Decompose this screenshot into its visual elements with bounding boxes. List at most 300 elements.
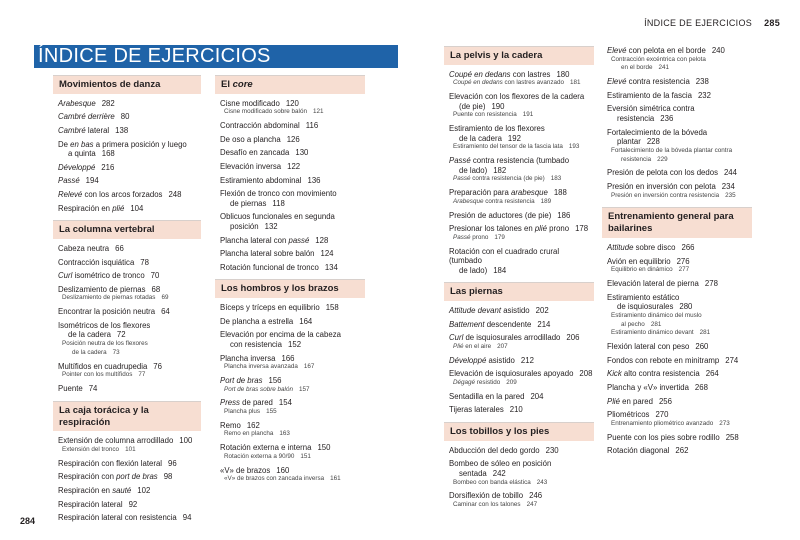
entry-title-part: Puente (58, 384, 83, 394)
entry-page-number: 104 (130, 203, 144, 213)
entry-variation (220, 430, 365, 439)
entry-title-part: Dorsiflexión de tobillo (449, 491, 524, 501)
index-section (215, 75, 365, 272)
entry-page-number: 134 (324, 262, 338, 272)
entry-title (220, 121, 300, 130)
entry-title (58, 459, 162, 468)
entry-title (58, 126, 109, 135)
entry-title (607, 128, 707, 137)
entry-page-number: 186 (557, 210, 571, 220)
entry-page-number: 92 (128, 499, 138, 509)
entry-title-part: Elevación lateral de pierna (607, 279, 699, 289)
entry-title-part: Port de bras (220, 376, 263, 386)
entry-title (607, 257, 671, 266)
entry-title (607, 182, 716, 191)
index-column-4 (602, 46, 752, 460)
entry-title-continued: resistencia 236 (617, 113, 674, 123)
entry-title-part: Tijeras laterales (449, 405, 504, 415)
entry-title-part: Respiración lateral (58, 499, 123, 509)
entry-page-number: 214 (537, 319, 551, 329)
entry-title (607, 433, 720, 442)
index-section (53, 401, 201, 523)
entry-page-number: 282 (101, 98, 115, 108)
entry-title-part: Puente con los pies sobre rodillo (607, 432, 720, 442)
entry-variation-text: Bombeo con banda elástica (453, 478, 531, 486)
entry-page-number: 248 (168, 190, 182, 200)
entry-page-number: 150 (317, 443, 331, 453)
entry-title-continued: (de pie) 190 (459, 101, 505, 111)
index-entry (444, 247, 594, 276)
entry-variation (449, 234, 594, 243)
index-entry (602, 446, 752, 456)
entry-title-continued: de piernas 118 (230, 198, 285, 208)
entry-title-part: Respiración con flexión lateral (58, 458, 163, 468)
entry-title-part: alto contra resistencia (621, 369, 700, 379)
entry-page-number: 276 (676, 256, 690, 266)
entry-title-part: Plié (607, 396, 621, 406)
entry-title-part: Plancha y «V» invertida (607, 383, 689, 393)
entry-title-part: Elevé (607, 46, 627, 55)
entry-variation-page: 229 (657, 155, 668, 163)
entry-variation-text: Arabesque (453, 197, 484, 205)
entry-title-part: con pelota en el borde (626, 46, 706, 55)
entry-title (607, 397, 653, 406)
entry-title (449, 356, 515, 365)
entry-page-number: 246 (529, 491, 543, 501)
entry-title (607, 104, 695, 113)
index-entry (602, 342, 752, 352)
entry-title (220, 398, 273, 407)
entry-title (607, 383, 689, 392)
entry-page-number: 188 (553, 188, 567, 198)
entry-page-number: 98 (163, 472, 173, 482)
entry-title-part: Extensión de columna arrodillado (58, 436, 174, 446)
index-entry (444, 188, 594, 206)
entry-variation-text: prono (470, 233, 489, 241)
entry-variation-page: 207 (497, 343, 508, 351)
index-entry (215, 212, 365, 231)
entry-page-number: 156 (268, 376, 282, 386)
entry-title-part: sauté (112, 485, 132, 495)
entry-title (220, 99, 280, 108)
entry-title (449, 333, 560, 342)
entry-page-number: 202 (535, 306, 549, 316)
entry-title-part: Rotación con el cuadrado crural (tumbado (449, 246, 560, 266)
entry-variation-text: Remo en plancha (224, 430, 274, 438)
entry-page-number: 80 (120, 112, 130, 122)
entry-title (220, 249, 315, 258)
entry-page-number: 194 (85, 176, 99, 186)
index-entry (444, 446, 594, 456)
index-entry (444, 369, 594, 387)
entry-page-number: 166 (281, 353, 295, 363)
entry-title-part: Passé (449, 156, 471, 166)
entry-page-number: 152 (288, 340, 302, 350)
entry-title-part: Eversión simétrica contra (607, 104, 695, 114)
entry-title-continued: con resistencia 152 (230, 340, 302, 350)
entry-title-part: Preparación para (449, 188, 511, 198)
index-entry (444, 320, 594, 330)
index-entry (444, 306, 594, 316)
page-number-left: 284 (20, 516, 36, 526)
entry-page-number: 260 (695, 342, 709, 352)
index-entry (53, 500, 201, 510)
entry-variation-page: 167 (303, 363, 315, 371)
entry-title-part: isométrico de tronco (72, 271, 145, 281)
entry-page-number: 64 (161, 307, 170, 317)
entry-title-part: Arabesque (58, 98, 96, 108)
entry-page-number: 132 (264, 222, 278, 232)
index-entry (444, 405, 594, 415)
entry-title (58, 271, 145, 280)
entry-title (58, 384, 83, 393)
entry-title (449, 211, 551, 220)
entry-title (449, 405, 504, 414)
entry-title-part: Attitude devant (449, 306, 502, 316)
index-entry (215, 263, 365, 273)
entry-page-number: 72 (116, 330, 126, 340)
entry-title-continued: a quinta 168 (68, 149, 115, 159)
entry-title-part: Press (220, 398, 240, 408)
entry-title-part: Cambré derrière (58, 112, 115, 122)
entry-title (220, 421, 241, 430)
entry-title (220, 330, 341, 339)
index-section (215, 279, 365, 484)
index-entry (602, 182, 752, 200)
entry-title-part: Plancha lateral sobre balón (220, 249, 315, 259)
entry-title-continued: posición 132 (230, 222, 278, 232)
entry-title-part: Pliométricos (607, 410, 650, 420)
section-heading: La caja torácica y la respiración (53, 401, 201, 432)
index-section (53, 75, 201, 213)
entry-variation-text: Coupé en dedans (453, 79, 503, 87)
entry-title-part: Elevación inversa (220, 162, 282, 172)
entry-title-continued: de lado) 184 (459, 265, 507, 275)
entry-title-part: Kick (607, 369, 622, 379)
entry-title-part: Estiramiento de la fascia (607, 90, 692, 100)
entry-variation-page: 277 (678, 266, 690, 274)
index-entry (602, 369, 752, 379)
entry-title (449, 491, 523, 500)
entry-variation-page: 151 (300, 452, 311, 460)
entry-title (449, 306, 530, 315)
entry-title-part: Plancha inversa (220, 353, 276, 363)
entry-title-part: De (58, 139, 71, 149)
entry-variation (220, 408, 365, 417)
entry-variation-text: contra resistencia (de pie) (470, 175, 545, 183)
index-entry (215, 189, 365, 208)
entry-variation-page: 101 (125, 445, 136, 453)
entry-title-part: Fortalecimiento de la bóveda (607, 127, 708, 137)
entry-title-part: Bíceps y tríceps en equilibrio (220, 303, 320, 313)
entry-variation-text: Posición neutra de los flexores (62, 340, 148, 348)
index-entry (215, 249, 365, 259)
index-entry (53, 472, 201, 482)
entry-title-part: Curl (449, 333, 464, 343)
entry-page-number: 264 (705, 369, 719, 379)
entry-title-part: Elevé (607, 77, 627, 87)
section-heading: La pelvis y la cadera (444, 46, 594, 65)
index-entry (215, 398, 365, 416)
section-heading-text: core (232, 79, 253, 90)
entry-variation-text: contra resistencia (483, 197, 535, 205)
entry-title-part: Presionar los talones en (449, 224, 535, 234)
index-entry (53, 307, 201, 317)
entry-variation-page: 247 (526, 501, 538, 509)
entry-page-number: 120 (285, 98, 299, 108)
page-title: ÍNDICE DE EJERCICIOS (34, 45, 398, 68)
section-heading: Las piernas (444, 282, 594, 301)
entry-variation-page: 77 (138, 371, 146, 379)
entry-page-number: 124 (320, 249, 334, 259)
entry-title-part: Cisne modificado (220, 98, 280, 108)
entry-title (449, 369, 573, 378)
entry-variation-text: Contracción excéntrica con pelota (611, 55, 706, 63)
entry-title-part: Estiramiento estático (607, 292, 680, 302)
index-entry (444, 211, 594, 221)
entry-page-number: 168 (101, 149, 115, 159)
entry-title-part: Deslizamiento de piernas (58, 284, 146, 294)
entry-page-number: 274 (725, 355, 739, 365)
entry-title-part: contra resistencia (tumbado (470, 156, 570, 166)
entry-page-number: 204 (530, 391, 544, 401)
entry-title-part: descendente (484, 319, 532, 329)
entry-title (449, 392, 524, 401)
entry-title (58, 112, 115, 121)
entry-variation (220, 363, 365, 372)
entry-variation (220, 453, 365, 462)
entry-page-number: 230 (545, 445, 559, 455)
index-section (53, 220, 201, 393)
entry-variation-page: 179 (494, 233, 505, 241)
index-entry (444, 392, 594, 402)
entry-title (607, 243, 676, 252)
entry-title (58, 436, 173, 445)
index-entry (215, 317, 365, 327)
index-entry (215, 376, 365, 394)
entry-title (58, 500, 123, 509)
entry-title (58, 513, 177, 522)
section-heading: Los hombros y los brazos (215, 279, 365, 298)
entry-page-number: 258 (725, 432, 739, 442)
entry-title (607, 77, 690, 86)
index-entry (215, 421, 365, 439)
section-heading: Los tobillos y los pies (444, 422, 594, 441)
entry-variation-text: Port de bras sobre balón (224, 385, 293, 393)
entry-title (220, 162, 281, 171)
entry-title (607, 168, 718, 177)
entry-title-part: Coupé en dedans (449, 69, 511, 79)
index-entry (444, 459, 594, 487)
entry-title (449, 247, 559, 266)
entry-title-part: con lastres (510, 69, 551, 79)
entry-page-number: 234 (721, 181, 735, 191)
entry-page-number: 184 (493, 265, 507, 275)
entry-page-number: 78 (140, 257, 149, 267)
entry-variation-text: Dégagé (453, 379, 476, 387)
index-entry (602, 77, 752, 87)
entry-variation-page: 243 (536, 478, 548, 486)
entry-title (220, 176, 301, 185)
running-header (644, 18, 780, 28)
index-entry (53, 258, 201, 268)
entry-variation-text: Entrenamiento pliométrico avanzado (611, 419, 714, 427)
section-heading-text: El (221, 79, 233, 90)
entry-page-number: 68 (151, 284, 161, 294)
index-entry (53, 459, 201, 469)
entry-variation-page: 163 (279, 430, 290, 438)
entry-title-part: Rotación funcional de tronco (220, 262, 319, 272)
entry-page-number: 240 (711, 46, 725, 55)
entry-title-part: Desafío en zancada (220, 148, 290, 158)
entry-title-part: en pared (620, 396, 653, 406)
entry-title-part: Estiramiento abdominal (220, 175, 302, 185)
entry-title (58, 140, 187, 149)
entry-page-number: 130 (295, 148, 309, 158)
entry-title (449, 459, 551, 468)
entry-page-number: 208 (579, 369, 593, 379)
index-entry (53, 163, 201, 173)
entry-page-number: 136 (307, 175, 321, 185)
entry-title-part: Cambré (58, 126, 86, 136)
entry-title (607, 342, 689, 351)
entry-page-number: 116 (305, 121, 319, 131)
index-entry (602, 293, 752, 339)
entry-page-number: 216 (101, 162, 115, 172)
index-section (444, 282, 594, 415)
entry-title (607, 356, 719, 365)
entry-page-number: 178 (575, 224, 589, 234)
entry-variation (58, 294, 201, 303)
entry-variation-text: Puente con resistencia (453, 111, 517, 119)
entry-variation-page: 281 (650, 320, 662, 328)
entry-title (449, 446, 540, 455)
entry-variation-text: en el aire (463, 343, 492, 351)
index-entry (444, 356, 594, 366)
entry-title (607, 293, 679, 302)
entry-title-part: Contracción isquiática (58, 257, 135, 267)
entry-title-part: plié (112, 203, 125, 213)
entry-page-number: 270 (655, 410, 669, 420)
entry-title (220, 148, 289, 157)
entry-page-number: 266 (681, 243, 695, 253)
entry-variation-text: Estiramiento dinámico devant (611, 329, 694, 337)
entry-title (449, 70, 550, 79)
entry-page-number: 94 (182, 513, 192, 523)
entry-title-part: de isquiosurales arrodillado (463, 333, 561, 343)
entry-variation-text: «V» de brazos con zancada inversa (224, 475, 325, 483)
entry-title (220, 376, 262, 385)
entry-variation-text: Equilibrio en dinámico (611, 266, 673, 274)
entry-page-number: 206 (566, 333, 580, 343)
entry-page-number: 118 (272, 198, 285, 208)
entry-title (58, 486, 131, 495)
entry-variation (449, 143, 594, 152)
entry-variation-text: Presión en inversión contra resistencia (611, 191, 720, 199)
entry-page-number: 128 (315, 235, 329, 245)
index-entry (53, 244, 201, 254)
entry-variation (607, 312, 752, 330)
entry-title-part: Bombeo de sóleo en posición (449, 459, 552, 469)
entry-title-part: passé (288, 235, 310, 245)
entry-title-part: Avión en equilibrio (607, 256, 671, 266)
entry-page-number: 278 (704, 279, 718, 289)
entry-variation-continued: al pecho 281 (621, 320, 662, 328)
index-entry (444, 124, 594, 152)
index-section (444, 46, 594, 275)
index-entry (602, 104, 752, 123)
index-entry (602, 356, 752, 366)
index-section (602, 46, 752, 200)
entry-title (58, 176, 80, 185)
entry-variation (449, 198, 594, 207)
index-entry (602, 383, 752, 393)
entry-variation-text: Extensión del tronco (62, 445, 120, 453)
entry-variation (607, 192, 752, 201)
entry-title-continued: de la cadera 192 (459, 133, 521, 143)
entry-title-part: Flexión de tronco con movimiento (220, 189, 337, 199)
entry-variation-text: Estiramiento dinámico del muslo (611, 311, 702, 319)
entry-title (449, 320, 531, 329)
entry-page-number: 164 (299, 316, 313, 326)
index-entry (444, 92, 594, 120)
entry-variation (449, 111, 594, 120)
entry-variation-text: Caminar con los talones (453, 501, 521, 509)
entry-title-part: Isométricos de los flexores (58, 320, 151, 330)
entry-title-part: De oso a plancha (220, 134, 281, 144)
index-entry (444, 224, 594, 242)
entry-variation-page: 73 (112, 348, 120, 356)
entry-page-number: 76 (153, 361, 162, 371)
entry-page-number: 232 (697, 90, 711, 100)
entry-page-number: 102 (137, 485, 151, 495)
entry-title-part: asistido (486, 355, 515, 365)
entry-variation-page: 161 (330, 475, 341, 483)
entry-title-part: Sentadilla en la pared (449, 391, 525, 401)
entry-title (220, 212, 335, 221)
entry-title-part: en bas (70, 139, 94, 149)
entry-page-number: 262 (675, 446, 689, 456)
entry-variation-page: 193 (568, 143, 580, 151)
entry-title (58, 190, 162, 199)
entry-title-continued: de isquiosurales 280 (617, 302, 693, 312)
entry-title-part: asistido (501, 306, 530, 316)
index-entry (53, 140, 201, 159)
entry-variation-text: resistido (475, 379, 501, 387)
entry-variation-page: 209 (506, 379, 517, 387)
entry-page-number: 74 (88, 384, 98, 394)
index-entry (444, 156, 594, 184)
entry-variation (607, 329, 752, 338)
entry-title (220, 135, 281, 144)
entry-title (449, 124, 545, 133)
entry-title-continued: de lado) 182 (459, 165, 507, 175)
index-entry (602, 128, 752, 165)
entry-title (449, 188, 548, 197)
index-entry (215, 466, 365, 484)
entry-variation-continued: resistencia 229 (621, 155, 668, 163)
index-entry (53, 204, 201, 214)
entry-title (58, 244, 109, 253)
entry-variation-page: 241 (658, 64, 670, 72)
index-entry (602, 279, 752, 289)
index-entry (602, 397, 752, 407)
entry-title-part: Presión en inversión con pelota (607, 181, 716, 191)
entry-variation-text: Estiramiento del tensor de la fascia lata (453, 143, 563, 151)
entry-title (220, 354, 275, 363)
entry-title-part: Multífidos en cuadrupedia (58, 361, 148, 371)
entry-page-number: 268 (694, 383, 708, 393)
